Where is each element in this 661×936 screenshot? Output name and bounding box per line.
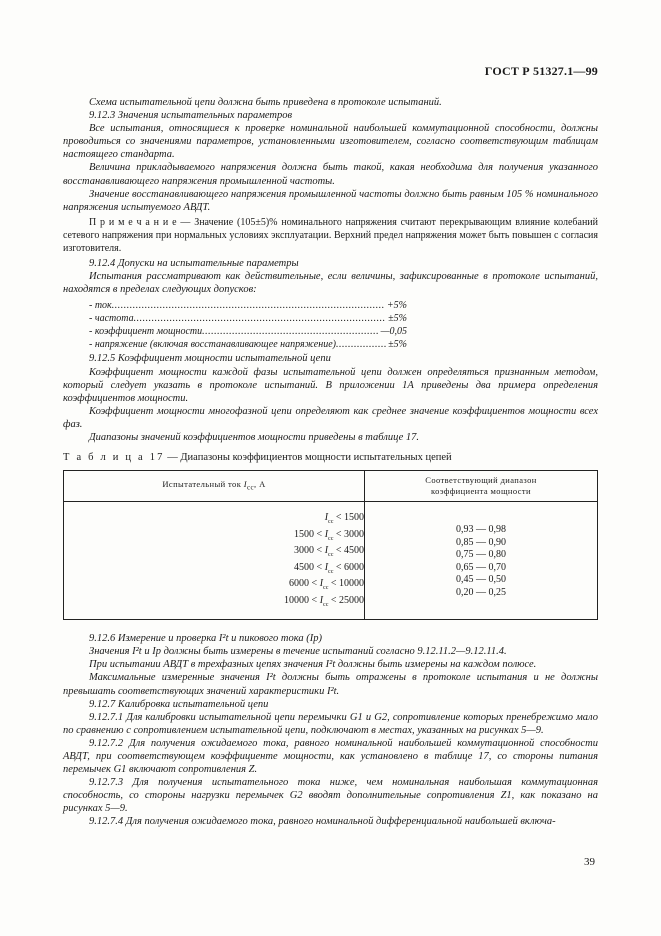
section-heading: 9.12.5 Коэффициент мощности испытательной цепи [89, 353, 331, 365]
note-label: П р и м е ч а н и е — [89, 216, 191, 228]
tolerance-value: +5% [386, 300, 407, 312]
power-factor-range: 0,85 — 0,90 [456, 536, 506, 548]
section-heading: 9.12.6 Измерение и проверка I²t и пикового тока (Ip) [89, 633, 322, 645]
tolerance-value: —0,05 [380, 326, 407, 338]
tolerance-item [63, 338, 407, 351]
column-header-power-factor: Соответствующий диапазон коэффициента мощности [365, 471, 598, 502]
paragraph: Испытания рассматривают как действительные, если величины, зафиксированные в протоколе испытаний, находятся в пределах следующих допусков: [63, 271, 598, 296]
column-header-test-current: Испытательный ток $I_{cc}$, А [64, 471, 365, 502]
power-factor-range: 0,20 — 0,25 [456, 586, 506, 598]
table-caption-text: — Диапазоны коэффициентов мощности испытательных цепей [164, 452, 452, 464]
tolerance-value: ±5% [388, 313, 407, 325]
paragraph: Диапазоны значений коэффициентов мощности приведены в таблице 17. [89, 431, 420, 443]
current-range: $3000 < I_{cc} < 4500$ [294, 545, 364, 559]
note [63, 216, 598, 255]
tolerance-item [63, 312, 407, 325]
power-factor-range: 0,75 — 0,80 [456, 549, 506, 561]
document-body [63, 96, 598, 829]
paragraph: 9.12.7.4 Для получения ожидаемого тока, равного номинальной дифференциальной наибольшей включа- [89, 816, 556, 828]
table-row [64, 502, 598, 620]
leader-dots [134, 312, 387, 325]
power-factor-range: 0,65 — 0,70 [456, 561, 506, 573]
paragraph: Коэффициент мощности каждой фазы испытательной цепи должен определяться признанным методом, который следует указать в протоколе испытаний. В приложении 1А приведены два примера определения коэффициентов мощности. [63, 366, 598, 404]
paragraph: Величина прикладываемого напряжения должна быть такой, какая необходима для получения указанного восстанавливающего напряжения промышленной частоты. [63, 162, 598, 187]
table-caption-label: Т а б л и ц а 17 [63, 452, 165, 464]
power-factor-range: 0,45 — 0,50 [456, 574, 506, 586]
section-heading: 9.12.3 Значения испытательных параметров [89, 110, 293, 122]
table-caption [63, 451, 598, 464]
leader-dots [336, 338, 386, 351]
table-header-row [64, 471, 598, 502]
section-heading: 9.12.7 Калибровка испытательной цепи [89, 698, 269, 710]
paragraph: 9.12.7.3 Для получения испытательного тока ниже, чем номинальная наибольшая коммутационная способность, со стороны нагрузки перемычек G2 вводят дополнительные сопротивления Z1, как показано на рисунках 5—9. [63, 777, 598, 815]
paragraph: При испытании АВДТ в трехфазных цепях значения I²t должны быть измерены на каждом полюсе. [89, 659, 537, 671]
tolerance-label: - напряжение (включая восстанавливающее напряжение) [89, 339, 336, 351]
paragraph: Все испытания, относящиеся к проверке номинальной наибольшей коммутационной способности, должны проводиться со значениями параметров, установленными изготовителем, согласно соответствующим таблицам настоящего стандарта. [63, 123, 598, 161]
paragraph: 9.12.7.2 Для получения ожидаемого тока, равного номинальной наибольшей коммутационной способности АВДТ, при соответствующем коэффициенте мощности, как установлено в таблице 17, со стороны питания перемычек G1 включают сопротивления Z. [63, 737, 598, 776]
paragraph: Значения I²t и Ip должны быть измерены в течение испытаний согласно 9.12.11.2—9.12.11.4. [89, 646, 507, 658]
note-text: Значение (105±5)% номинального напряжения считают перекрывающим влияние колебаний сетевого напряжения при нормальных условиях эксплуатации. Верхний предел напряжения может быть повышен с согласия изготовителя. [63, 216, 598, 255]
tolerance-label: - ток [89, 300, 112, 312]
current-range: $1500 < I_{cc} < 3000$ [294, 528, 364, 542]
page-number: 39 [584, 856, 595, 868]
paragraph: Значение восстанавливающего напряжения промышленной частоты должно быть равным 105 % номинального напряжения испытуемого АВДТ. [63, 188, 598, 213]
leader-dots [112, 299, 385, 312]
current-range: $4500 < I_{cc} < 6000$ [294, 561, 364, 575]
power-factor-range: 0,93 — 0,98 [456, 524, 506, 536]
power-factor-cell [365, 502, 598, 620]
standard-header: ГОСТ Р 51327.1—99 [484, 64, 598, 78]
current-ranges-cell [64, 502, 365, 620]
tolerance-list [63, 299, 598, 351]
tolerance-item [63, 299, 407, 312]
tolerance-item [63, 325, 407, 338]
paragraph: Максимальные измеренные значения I²t должны быть отражены в протоколе испытания и не должны превышать соответствующих значений характеристики I²t. [63, 672, 598, 697]
tolerance-value: ±5% [388, 339, 407, 351]
section-heading: 9.12.4 Допуски на испытательные параметры [89, 258, 299, 270]
current-range: $6000 < I_{cc} < 10000$ [289, 578, 364, 592]
paragraph: Схема испытательной цепи должна быть приведена в протоколе испытаний. [89, 97, 442, 108]
paragraph: 9.12.7.1 Для калибровки испытательной цепи перемычки G1 и G2, сопротивление которых пренебрежимо мало по сравнению с сопротивлением испытательной цепи, подключают в местах, указанных на рисунках 5—9. [63, 711, 598, 736]
tolerance-label: - коэффициент мощности [89, 326, 203, 338]
power-factor-table [63, 470, 598, 620]
current-range: $I_{cc} < 1500$ [324, 512, 364, 526]
paragraph: Коэффициент мощности многофазной цепи определяют как среднее значение коэффициентов мощности всех фаз. [63, 405, 598, 430]
tolerance-label: - частота [89, 313, 134, 325]
leader-dots [202, 325, 378, 338]
current-range: $10000 < I_{cc} < 25000$ [284, 594, 364, 608]
